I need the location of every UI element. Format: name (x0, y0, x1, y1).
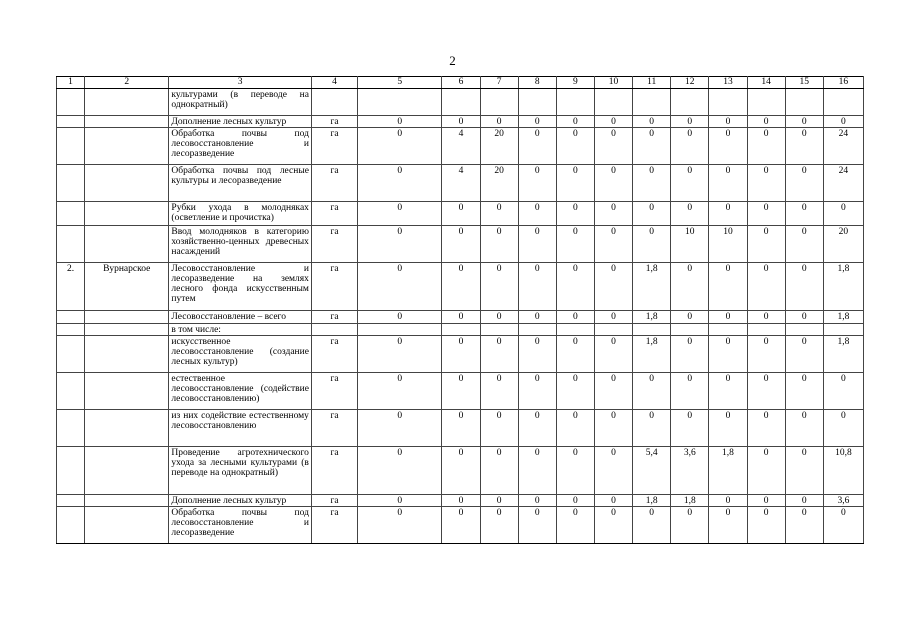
value-cell: 1,8 (709, 447, 747, 495)
value-cell: 0 (556, 373, 594, 410)
value-cell: 0 (823, 507, 863, 544)
value-cell: 0 (518, 447, 556, 495)
value-cell: 0 (747, 410, 785, 447)
value-cell: 0 (358, 128, 442, 165)
value-cell: 0 (747, 165, 785, 202)
value-cell: 0 (480, 447, 518, 495)
forestry-name-cell (85, 226, 169, 263)
value-cell: 0 (594, 263, 632, 311)
value-cell (709, 324, 747, 336)
activity-description-cell: Проведение агротехнического ухода за лесными культурами (в переводе на однократный) (169, 447, 312, 495)
value-cell: 0 (671, 128, 709, 165)
header-cell: 12 (671, 77, 709, 89)
header-cell: 2 (85, 77, 169, 89)
value-cell: 0 (633, 202, 671, 226)
value-cell: 0 (518, 495, 556, 507)
value-cell: 0 (556, 336, 594, 373)
table-row (57, 311, 864, 324)
header-cell: 8 (518, 77, 556, 89)
value-cell: 0 (785, 373, 823, 410)
value-cell: 0 (518, 263, 556, 311)
value-cell: 0 (518, 507, 556, 544)
row-number-cell (57, 226, 85, 263)
value-cell: 0 (480, 507, 518, 544)
value-cell: 24 (823, 128, 863, 165)
value-cell: 0 (709, 116, 747, 128)
value-cell (709, 89, 747, 116)
value-cell: 0 (671, 202, 709, 226)
unit-cell: га (311, 410, 357, 447)
activity-description-cell: Лесовосстановление – всего (169, 311, 312, 324)
value-cell: 5,4 (633, 447, 671, 495)
value-cell: 0 (358, 202, 442, 226)
value-cell: 0 (442, 336, 480, 373)
value-cell: 0 (480, 336, 518, 373)
value-cell: 0 (594, 128, 632, 165)
activity-description-cell: Лесовосстановление и лесоразведение на землях лесного фонда искусственным путем (169, 263, 312, 311)
row-number-cell (57, 202, 85, 226)
value-cell: 0 (709, 128, 747, 165)
value-cell: 0 (518, 165, 556, 202)
unit-cell: га (311, 311, 357, 324)
forestry-name-cell (85, 202, 169, 226)
value-cell: 0 (556, 495, 594, 507)
table-row (57, 324, 864, 336)
value-cell: 0 (442, 311, 480, 324)
activity-description-cell: Обработка почвы под лесовосстановление и лесоразведение (169, 128, 312, 165)
value-cell: 0 (671, 507, 709, 544)
header-cell: 13 (709, 77, 747, 89)
table-row (57, 116, 864, 128)
value-cell: 0 (709, 263, 747, 311)
row-number-cell: 2. (57, 263, 85, 311)
value-cell: 0 (747, 495, 785, 507)
row-number-cell (57, 447, 85, 495)
value-cell (671, 89, 709, 116)
value-cell (358, 324, 442, 336)
header-cell: 6 (442, 77, 480, 89)
forestry-name-cell (85, 447, 169, 495)
forestry-name-cell (85, 116, 169, 128)
value-cell: 0 (594, 495, 632, 507)
table-row (57, 263, 864, 311)
value-cell: 0 (709, 336, 747, 373)
value-cell: 0 (480, 116, 518, 128)
value-cell: 0 (785, 263, 823, 311)
forestry-name-cell (85, 373, 169, 410)
value-cell: 0 (709, 373, 747, 410)
value-cell: 0 (709, 202, 747, 226)
value-cell (358, 89, 442, 116)
value-cell: 0 (633, 373, 671, 410)
value-cell: 0 (442, 447, 480, 495)
value-cell: 0 (358, 373, 442, 410)
table-row (57, 373, 864, 410)
unit-cell: га (311, 263, 357, 311)
value-cell: 0 (594, 311, 632, 324)
value-cell: 0 (480, 410, 518, 447)
value-cell: 0 (594, 507, 632, 544)
value-cell (594, 89, 632, 116)
unit-cell: га (311, 507, 357, 544)
forestry-name-cell (85, 336, 169, 373)
value-cell: 0 (518, 226, 556, 263)
value-cell: 0 (709, 410, 747, 447)
value-cell: 0 (556, 263, 594, 311)
value-cell: 0 (785, 495, 823, 507)
row-number-cell (57, 128, 85, 165)
value-cell: 0 (633, 410, 671, 447)
table-row (57, 336, 864, 373)
value-cell: 0 (785, 116, 823, 128)
activity-description-cell: Обработка почвы под лесные культуры и лесоразведение (169, 165, 312, 202)
value-cell (480, 324, 518, 336)
unit-cell: га (311, 495, 357, 507)
forestry-name-cell (85, 410, 169, 447)
value-cell: 0 (358, 447, 442, 495)
activity-description-cell: в том числе: (169, 324, 312, 336)
activity-description-cell: естественное лесовосстановление (содействие лесовосстановлению) (169, 373, 312, 410)
value-cell: 0 (480, 311, 518, 324)
value-cell: 0 (594, 336, 632, 373)
table-row (57, 410, 864, 447)
header-cell: 15 (785, 77, 823, 89)
forest-works-table (56, 76, 864, 544)
unit-cell (311, 324, 357, 336)
value-cell: 0 (747, 447, 785, 495)
value-cell: 0 (785, 447, 823, 495)
unit-cell: га (311, 202, 357, 226)
header-cell: 4 (311, 77, 357, 89)
value-cell: 0 (556, 410, 594, 447)
value-cell: 0 (823, 373, 863, 410)
unit-cell: га (311, 128, 357, 165)
value-cell: 0 (823, 410, 863, 447)
value-cell: 0 (480, 495, 518, 507)
value-cell: 0 (785, 165, 823, 202)
value-cell: 3,6 (671, 447, 709, 495)
header-cell: 1 (57, 77, 85, 89)
value-cell: 0 (556, 202, 594, 226)
value-cell: 1,8 (633, 495, 671, 507)
value-cell: 1,8 (823, 336, 863, 373)
value-cell: 0 (518, 128, 556, 165)
value-cell: 4 (442, 128, 480, 165)
value-cell: 0 (594, 410, 632, 447)
value-cell: 0 (442, 226, 480, 263)
header-cell: 11 (633, 77, 671, 89)
value-cell: 0 (556, 116, 594, 128)
value-cell: 0 (785, 202, 823, 226)
forestry-name-cell (85, 165, 169, 202)
value-cell: 0 (747, 336, 785, 373)
forestry-name-cell (85, 495, 169, 507)
value-cell (785, 89, 823, 116)
value-cell: 0 (442, 116, 480, 128)
value-cell: 0 (747, 116, 785, 128)
activity-description-cell: из них содействие естественному лесовосстановлению (169, 410, 312, 447)
activity-description-cell: культурами (в переводе на однократный) (169, 89, 312, 116)
value-cell: 0 (358, 116, 442, 128)
value-cell: 0 (633, 128, 671, 165)
row-number-cell (57, 336, 85, 373)
value-cell: 0 (358, 263, 442, 311)
value-cell: 10 (709, 226, 747, 263)
value-cell: 0 (671, 311, 709, 324)
value-cell: 0 (480, 263, 518, 311)
value-cell: 0 (358, 311, 442, 324)
page-number: 2 (449, 53, 456, 68)
value-cell (671, 324, 709, 336)
value-cell: 1,8 (823, 263, 863, 311)
value-cell (747, 89, 785, 116)
forestry-name-cell (85, 89, 169, 116)
value-cell: 0 (747, 202, 785, 226)
row-number-cell (57, 165, 85, 202)
value-cell: 0 (633, 507, 671, 544)
value-cell: 0 (518, 202, 556, 226)
value-cell (823, 89, 863, 116)
value-cell: 1,8 (671, 495, 709, 507)
forestry-name-cell: Вурнарское (85, 263, 169, 311)
row-number-cell (57, 410, 85, 447)
value-cell (785, 324, 823, 336)
unit-cell: га (311, 447, 357, 495)
value-cell: 0 (358, 410, 442, 447)
value-cell (823, 324, 863, 336)
value-cell: 20 (823, 226, 863, 263)
table-row (57, 89, 864, 116)
value-cell: 0 (709, 495, 747, 507)
value-cell: 0 (442, 202, 480, 226)
activity-description-cell: Ввод молодняков в категорию хозяйственно-ценных древесных насаждений (169, 226, 312, 263)
value-cell: 0 (785, 507, 823, 544)
value-cell (442, 324, 480, 336)
value-cell: 0 (556, 447, 594, 495)
table-row (57, 495, 864, 507)
value-cell (633, 89, 671, 116)
value-cell: 0 (823, 116, 863, 128)
unit-cell: га (311, 116, 357, 128)
value-cell (747, 324, 785, 336)
value-cell: 0 (671, 165, 709, 202)
header-cell: 16 (823, 77, 863, 89)
forestry-name-cell (85, 311, 169, 324)
value-cell: 0 (671, 410, 709, 447)
value-cell: 4 (442, 165, 480, 202)
row-number-cell (57, 116, 85, 128)
activity-description-cell: Рубки ухода в молодняках (осветление и прочистка) (169, 202, 312, 226)
table-row (57, 226, 864, 263)
row-number-cell (57, 495, 85, 507)
value-cell: 0 (594, 116, 632, 128)
value-cell: 1,8 (633, 336, 671, 373)
unit-cell: га (311, 226, 357, 263)
value-cell: 0 (594, 202, 632, 226)
value-cell: 0 (785, 226, 823, 263)
header-cell: 9 (556, 77, 594, 89)
row-number-cell (57, 507, 85, 544)
value-cell: 0 (518, 311, 556, 324)
value-cell: 3,6 (823, 495, 863, 507)
table-row (57, 128, 864, 165)
value-cell: 0 (556, 165, 594, 202)
value-cell: 0 (556, 311, 594, 324)
value-cell: 0 (358, 495, 442, 507)
value-cell: 0 (709, 165, 747, 202)
forestry-name-cell (85, 507, 169, 544)
value-cell: 20 (480, 165, 518, 202)
value-cell (518, 324, 556, 336)
value-cell: 0 (633, 226, 671, 263)
value-cell: 0 (358, 336, 442, 373)
value-cell: 0 (709, 507, 747, 544)
value-cell (556, 89, 594, 116)
table-row (57, 165, 864, 202)
header-cell: 3 (169, 77, 312, 89)
forestry-name-cell (85, 128, 169, 165)
value-cell: 1,8 (633, 263, 671, 311)
value-cell: 0 (671, 373, 709, 410)
value-cell: 0 (671, 263, 709, 311)
value-cell: 0 (358, 226, 442, 263)
table-row (57, 507, 864, 544)
activity-description-cell: Обработка почвы под лесовосстановление и лесоразведение (169, 507, 312, 544)
table-row (57, 447, 864, 495)
value-cell: 0 (671, 336, 709, 373)
value-cell (556, 324, 594, 336)
value-cell: 0 (747, 226, 785, 263)
value-cell: 0 (671, 116, 709, 128)
value-cell: 0 (480, 373, 518, 410)
value-cell: 0 (518, 116, 556, 128)
row-number-cell (57, 324, 85, 336)
unit-cell: га (311, 336, 357, 373)
header-cell: 5 (358, 77, 442, 89)
value-cell: 0 (747, 263, 785, 311)
value-cell: 0 (556, 128, 594, 165)
value-cell: 0 (594, 226, 632, 263)
value-cell: 0 (823, 202, 863, 226)
table-row (57, 202, 864, 226)
value-cell: 0 (594, 373, 632, 410)
value-cell: 24 (823, 165, 863, 202)
unit-cell: га (311, 165, 357, 202)
value-cell: 0 (556, 507, 594, 544)
value-cell: 0 (594, 165, 632, 202)
value-cell: 0 (594, 447, 632, 495)
value-cell: 0 (518, 410, 556, 447)
header-row (57, 77, 864, 89)
value-cell: 0 (442, 373, 480, 410)
value-cell: 10,8 (823, 447, 863, 495)
unit-cell: га (311, 373, 357, 410)
value-cell: 0 (556, 226, 594, 263)
forestry-name-cell (85, 324, 169, 336)
value-cell: 0 (358, 507, 442, 544)
row-number-cell (57, 311, 85, 324)
value-cell: 0 (785, 128, 823, 165)
value-cell (594, 324, 632, 336)
value-cell: 0 (633, 165, 671, 202)
value-cell: 0 (747, 311, 785, 324)
value-cell: 0 (480, 202, 518, 226)
activity-description-cell: Дополнение лесных культур (169, 116, 312, 128)
value-cell: 0 (633, 116, 671, 128)
value-cell: 1,8 (633, 311, 671, 324)
value-cell: 0 (785, 311, 823, 324)
value-cell: 0 (442, 410, 480, 447)
header-cell: 7 (480, 77, 518, 89)
value-cell: 1,8 (823, 311, 863, 324)
activity-description-cell: Дополнение лесных культур (169, 495, 312, 507)
value-cell: 0 (747, 507, 785, 544)
value-cell: 0 (442, 263, 480, 311)
value-cell: 0 (785, 336, 823, 373)
value-cell: 0 (709, 311, 747, 324)
value-cell: 0 (747, 373, 785, 410)
row-number-cell (57, 373, 85, 410)
header-cell: 14 (747, 77, 785, 89)
value-cell: 0 (442, 495, 480, 507)
value-cell (442, 89, 480, 116)
value-cell: 20 (480, 128, 518, 165)
value-cell: 10 (671, 226, 709, 263)
value-cell (633, 324, 671, 336)
value-cell: 0 (747, 128, 785, 165)
value-cell: 0 (480, 226, 518, 263)
header-cell: 10 (594, 77, 632, 89)
activity-description-cell: искусственное лесовосстановление (создание лесных культур) (169, 336, 312, 373)
row-number-cell (57, 89, 85, 116)
value-cell: 0 (518, 336, 556, 373)
value-cell: 0 (785, 410, 823, 447)
value-cell (518, 89, 556, 116)
value-cell: 0 (442, 507, 480, 544)
unit-cell (311, 89, 357, 116)
value-cell: 0 (358, 165, 442, 202)
value-cell: 0 (518, 373, 556, 410)
value-cell (480, 89, 518, 116)
